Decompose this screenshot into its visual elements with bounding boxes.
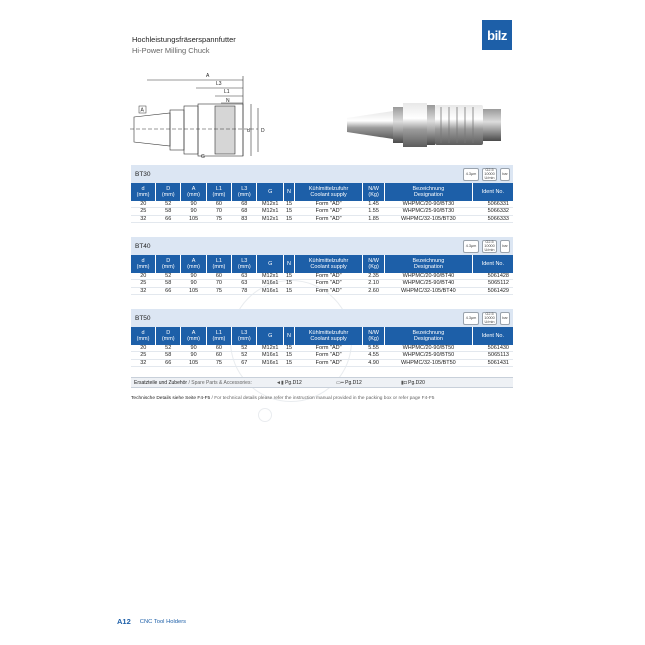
table-cell: 90 [181, 273, 206, 280]
section-label: BT30 [135, 170, 151, 178]
collet-icon: ▮◘ [401, 380, 407, 386]
table-cell: 25 [131, 280, 156, 287]
technical-drawing [130, 66, 290, 162]
table-cell: 1.45 [363, 201, 385, 208]
dim-label: D [261, 128, 265, 134]
technical-note [131, 396, 434, 401]
table-cell: 52 [232, 345, 257, 352]
table-cell: Form "AD" [295, 359, 363, 366]
col-designation: Bezeichnung Designation [385, 183, 473, 201]
table-row [131, 201, 513, 208]
table-cell: 68 [232, 208, 257, 215]
page-footer [117, 617, 186, 626]
balance-icon: 4.3μm [463, 312, 479, 325]
table-cell: 2.10 [363, 280, 385, 287]
table-cell: 1.55 [363, 208, 385, 215]
table-cell: 5061431 [472, 359, 513, 366]
table-cell: 83 [232, 215, 257, 222]
col-designation: Bezeichnung Designation [385, 255, 473, 273]
table-cell: 70 [206, 208, 231, 215]
table-cell: Form "AD" [295, 287, 363, 294]
section-label: BT50 [135, 314, 151, 322]
table-cell: 52 [156, 273, 181, 280]
table-cell: 25 [131, 352, 156, 359]
col-d: d (mm) [131, 327, 156, 345]
table-cell: Form "AD" [295, 345, 363, 352]
table-cell: WHPMC/20-90/BT40 [385, 273, 473, 280]
table-cell: 60 [206, 201, 231, 208]
table-cell: 25 [131, 208, 156, 215]
table-cell: 66 [156, 215, 181, 222]
table-row [131, 359, 513, 366]
table-cell: M16x1 [257, 359, 283, 366]
table-cell: 5.55 [363, 345, 385, 352]
symbol-group [463, 312, 510, 325]
table-cell: 15 [283, 201, 294, 208]
dim-label: N [226, 98, 230, 104]
col-weight: N/W (Kg) [363, 183, 385, 201]
col-L1: L1 (mm) [206, 183, 231, 201]
table-cell: 20 [131, 345, 156, 352]
section-bt40 [131, 237, 513, 295]
table-row [131, 352, 513, 359]
table-cell: Form "AD" [295, 280, 363, 287]
symbol-group [463, 168, 510, 181]
datum-label: A [140, 107, 144, 114]
table-cell: 5066331 [472, 201, 513, 208]
table-cell: 15 [283, 345, 294, 352]
table-cell: 90 [181, 352, 206, 359]
table-cell: 4.55 [363, 352, 385, 359]
table-cell: 52 [156, 201, 181, 208]
dim-label: d [247, 128, 250, 134]
table-cell: 5066332 [472, 208, 513, 215]
table-cell: 60 [206, 273, 231, 280]
table-cell: 66 [156, 359, 181, 366]
accessories-label-en: / Spare Parts & Accessories: [188, 379, 252, 386]
dim-label: G [201, 154, 205, 160]
table-cell: 58 [156, 280, 181, 287]
section-bt30 [131, 165, 513, 223]
page-number: A12 [117, 617, 131, 626]
table-cell: 20 [131, 201, 156, 208]
col-L3: L3 (mm) [232, 327, 257, 345]
accessories-bar [131, 377, 513, 388]
table-cell: 60 [206, 345, 231, 352]
col-designation: Bezeichnung Designation [385, 327, 473, 345]
table-cell: 5066333 [472, 215, 513, 222]
table-cell: WHPMC/25-90/BT50 [385, 352, 473, 359]
section-header [131, 165, 513, 183]
accessory-key-item[interactable] [336, 380, 362, 386]
table-cell: M16x1 [257, 280, 283, 287]
table-cell: WHPMC/32-105/BT30 [385, 215, 473, 222]
col-L1: L1 (mm) [206, 255, 231, 273]
col-N: N [283, 183, 294, 201]
table-cell: 68 [232, 201, 257, 208]
table-cell: 4.90 [363, 359, 385, 366]
rpm-icon: G2.5 10000 U/min [482, 240, 497, 253]
rpm-icon: G2.5 10000 U/min [482, 312, 497, 325]
col-L3: L3 (mm) [232, 255, 257, 273]
coolant-icon: bar [500, 240, 510, 253]
product-photo [345, 95, 520, 155]
table-cell: WHPMC/25-90/BT40 [385, 280, 473, 287]
table-cell: M12x1 [257, 208, 283, 215]
accessory-page-ref: Pg.D12 [285, 380, 302, 386]
table-cell: Form "AD" [295, 215, 363, 222]
table-cell: Form "AD" [295, 273, 363, 280]
table-cell: 15 [283, 280, 294, 287]
col-d: d (mm) [131, 183, 156, 201]
table-cell: 78 [232, 287, 257, 294]
section-header [131, 309, 513, 327]
note-en: / For technical details please refer the instruction manual provided in the packing box or refer page F4-F5 [211, 396, 435, 401]
col-A: A (mm) [181, 327, 206, 345]
wrench-icon: ◄▮ [276, 380, 284, 386]
table-cell: 52 [156, 345, 181, 352]
page-title: Hochleistungsfräserspannfutter [132, 35, 236, 44]
table-cell: 60 [206, 352, 231, 359]
coolant-icon: bar [500, 168, 510, 181]
table-cell: 75 [206, 359, 231, 366]
table-row [131, 208, 513, 215]
table-cell: 5065112 [472, 280, 513, 287]
table-cell: 1.85 [363, 215, 385, 222]
table-cell: M12x1 [257, 215, 283, 222]
table-cell: 5061428 [472, 273, 513, 280]
accessory-page-ref: Pg.D12 [345, 380, 362, 386]
table-cell: WHPMC/32-105/BT50 [385, 359, 473, 366]
accessory-wrench-item[interactable] [276, 380, 302, 386]
dim-label: L3 [216, 81, 222, 87]
table-cell: 58 [156, 352, 181, 359]
table-cell: WHPMC/20-90/BT50 [385, 345, 473, 352]
coolant-icon: bar [500, 312, 510, 325]
balance-icon: 4.3μm [463, 168, 479, 181]
watermark-dot [258, 408, 272, 422]
note-de: Technische Details siehe Seite F4-F5 [131, 396, 211, 401]
col-L3: L3 (mm) [232, 183, 257, 201]
table-row [131, 215, 513, 222]
table-cell: 90 [181, 280, 206, 287]
table-row [131, 280, 513, 287]
col-A: A (mm) [181, 183, 206, 201]
section-bt50 [131, 309, 513, 367]
table-cell: WHPMC/25-90/BT30 [385, 208, 473, 215]
table-cell: 32 [131, 359, 156, 366]
table-cell: 66 [156, 287, 181, 294]
col-D: D (mm) [156, 327, 181, 345]
table-cell: 2.60 [363, 287, 385, 294]
table-cell: 32 [131, 287, 156, 294]
table-cell: 75 [206, 215, 231, 222]
col-coolant: Kühlmittelzufuhr Coolant supply [295, 255, 363, 273]
balance-icon: 4.3μm [463, 240, 479, 253]
section-label: BT40 [135, 242, 151, 250]
accessories-label-de: Ersatzteile und Zubehör [134, 379, 188, 386]
col-G: G [257, 327, 283, 345]
col-ident: Ident No. [472, 255, 513, 273]
table-cell: 63 [232, 273, 257, 280]
table-cell: 75 [206, 287, 231, 294]
col-D: D (mm) [156, 255, 181, 273]
rpm-icon: G2.5 10000 U/min [482, 168, 497, 181]
table-cell: M16x1 [257, 352, 283, 359]
table-cell: Form "AD" [295, 201, 363, 208]
table-cell: 32 [131, 215, 156, 222]
symbol-group [463, 240, 510, 253]
table-cell: 90 [181, 201, 206, 208]
col-ident: Ident No. [472, 183, 513, 201]
table-cell: 67 [232, 359, 257, 366]
col-coolant: Kühlmittelzufuhr Coolant supply [295, 327, 363, 345]
table-cell: M12x1 [257, 345, 283, 352]
col-coolant: Kühlmittelzufuhr Coolant supply [295, 183, 363, 201]
table-cell: 15 [283, 359, 294, 366]
table-cell: 90 [181, 345, 206, 352]
col-N: N [283, 255, 294, 273]
footer-section: CNC Tool Holders [139, 618, 187, 625]
table-cell: 63 [232, 280, 257, 287]
table-cell: 20 [131, 273, 156, 280]
table-cell: 2.35 [363, 273, 385, 280]
col-d: d (mm) [131, 255, 156, 273]
table-cell: 58 [156, 208, 181, 215]
col-N: N [283, 327, 294, 345]
brand-logo: bilz [482, 20, 512, 50]
table-cell: M16x1 [257, 287, 283, 294]
accessory-page-ref: Pg.D20 [408, 380, 425, 386]
table-cell: M12x1 [257, 201, 283, 208]
table-row [131, 345, 513, 352]
table-header-row [131, 255, 513, 273]
table-cell: 5065113 [472, 352, 513, 359]
col-weight: N/W (Kg) [363, 255, 385, 273]
table-cell: WHPMC/32-105/BT40 [385, 287, 473, 294]
col-D: D (mm) [156, 183, 181, 201]
section-header [131, 237, 513, 255]
table-cell: 15 [283, 352, 294, 359]
spec-table [131, 183, 513, 223]
table-cell: 105 [181, 215, 206, 222]
col-G: G [257, 255, 283, 273]
col-L1: L1 (mm) [206, 327, 231, 345]
spec-table [131, 327, 513, 367]
col-weight: N/W (Kg) [363, 327, 385, 345]
page-subtitle: Hi-Power Milling Chuck [132, 46, 210, 55]
table-cell: 15 [283, 208, 294, 215]
table-row [131, 287, 513, 294]
table-cell: 15 [283, 273, 294, 280]
table-cell: 15 [283, 215, 294, 222]
dim-label: L1 [224, 89, 230, 95]
table-cell: Form "AD" [295, 208, 363, 215]
table-header-row [131, 183, 513, 201]
col-G: G [257, 183, 283, 201]
table-cell: M12x1 [257, 273, 283, 280]
table-cell: 90 [181, 208, 206, 215]
dim-label: A [206, 73, 210, 79]
accessory-collet-item[interactable] [401, 380, 425, 386]
table-cell: 5061429 [472, 287, 513, 294]
table-cell: 52 [232, 352, 257, 359]
table-cell: WHPMC/20-90/BT30 [385, 201, 473, 208]
table-header-row [131, 327, 513, 345]
key-icon: ▭━ [336, 380, 344, 386]
table-cell: Form "AD" [295, 352, 363, 359]
table-cell: 15 [283, 287, 294, 294]
col-A: A (mm) [181, 255, 206, 273]
table-cell: 70 [206, 280, 231, 287]
col-ident: Ident No. [472, 327, 513, 345]
table-cell: 105 [181, 359, 206, 366]
table-cell: 5061430 [472, 345, 513, 352]
table-row [131, 273, 513, 280]
table-cell: 105 [181, 287, 206, 294]
spec-table [131, 255, 513, 295]
